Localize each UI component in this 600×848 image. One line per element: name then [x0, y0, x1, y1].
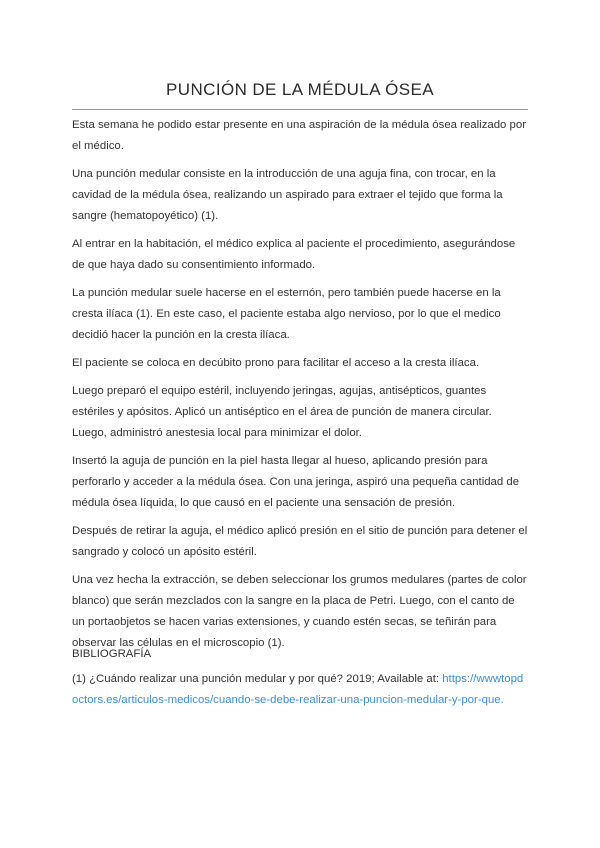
paragraph-9: Una vez hecha la extracción, se deben seleccionar los grumos medulares (partes de color blanco) que serán mezclados con la sangre en la placa de Petri. Luego, con el canto de un portaobjetos se hacen varias extensiones, y cuando estén secas, se teñirán para observar las células en el microscopio (1). — [72, 574, 527, 649]
paragraph-5: El paciente se coloca en decúbito prono para facilitar el acceso a la cresta ilíaca. — [72, 357, 480, 369]
paragraph-1: Esta semana he podido estar presente en una aspiración de la médula ósea realizado por el médico. — [72, 119, 527, 152]
paragraph-8: Después de retirar la aguja, el médico aplicó presión en el sitio de punción para detener el sangrado y colocó un apósito estéril. — [72, 525, 528, 558]
page-title: PUNCIÓN DE LA MÉDULA ÓSEA — [166, 80, 434, 99]
paragraph-3: Al entrar en la habitación, el médico explica al paciente el procedimiento, asegurándose de que haya dado su consentimiento informado. — [72, 238, 516, 271]
paragraph-6: Luego preparó el equipo estéril, incluyendo jeringas, agujas, antisépticos, guantes estériles y apósitos. Aplicó un antiséptico en el área de punción de manera circular. Luego, administró anestesia local para minimizar el dolor. — [72, 385, 492, 439]
paragraph-7: Insertó la aguja de punción en la piel hasta llegar al hueso, aplicando presión para perforarlo y acceder a la médula ósea. Con una jeringa, aspiró una pequeña cantidad de médula ósea líquida, lo que causó en el paciente una sensación de presión. — [72, 455, 520, 509]
title-divider — [72, 109, 528, 110]
bibliography-heading: BIBLIOGRAFÍA — [72, 648, 152, 660]
reference-text: (1) ¿Cuándo realizar una punción medular y por qué? 2019; Available at: — [72, 673, 443, 685]
paragraph-4: La punción medular suele hacerse en el esternón, pero también puede hacerse en la cresta ilíaca (1). En este caso, el paciente estaba algo nervioso, por lo que el medico decidió hacer la punción en la cresta ilíaca. — [72, 287, 501, 341]
paragraph-2: Una punción medular consiste en la introducción de una aguja fina, con trocar, en la cavidad de la médula ósea, realizando un aspirado para extraer el tejido que forma la sangre (hematopoyético) (1). — [72, 168, 503, 222]
reference-link[interactable]: https://wwwtopdoctors.es/articulos-medicos/cuando-se-debe-realizar-una-puncion-medular-y-por-que. — [72, 673, 524, 706]
document-body — [72, 115, 528, 661]
bibliography-reference — [72, 669, 528, 711]
